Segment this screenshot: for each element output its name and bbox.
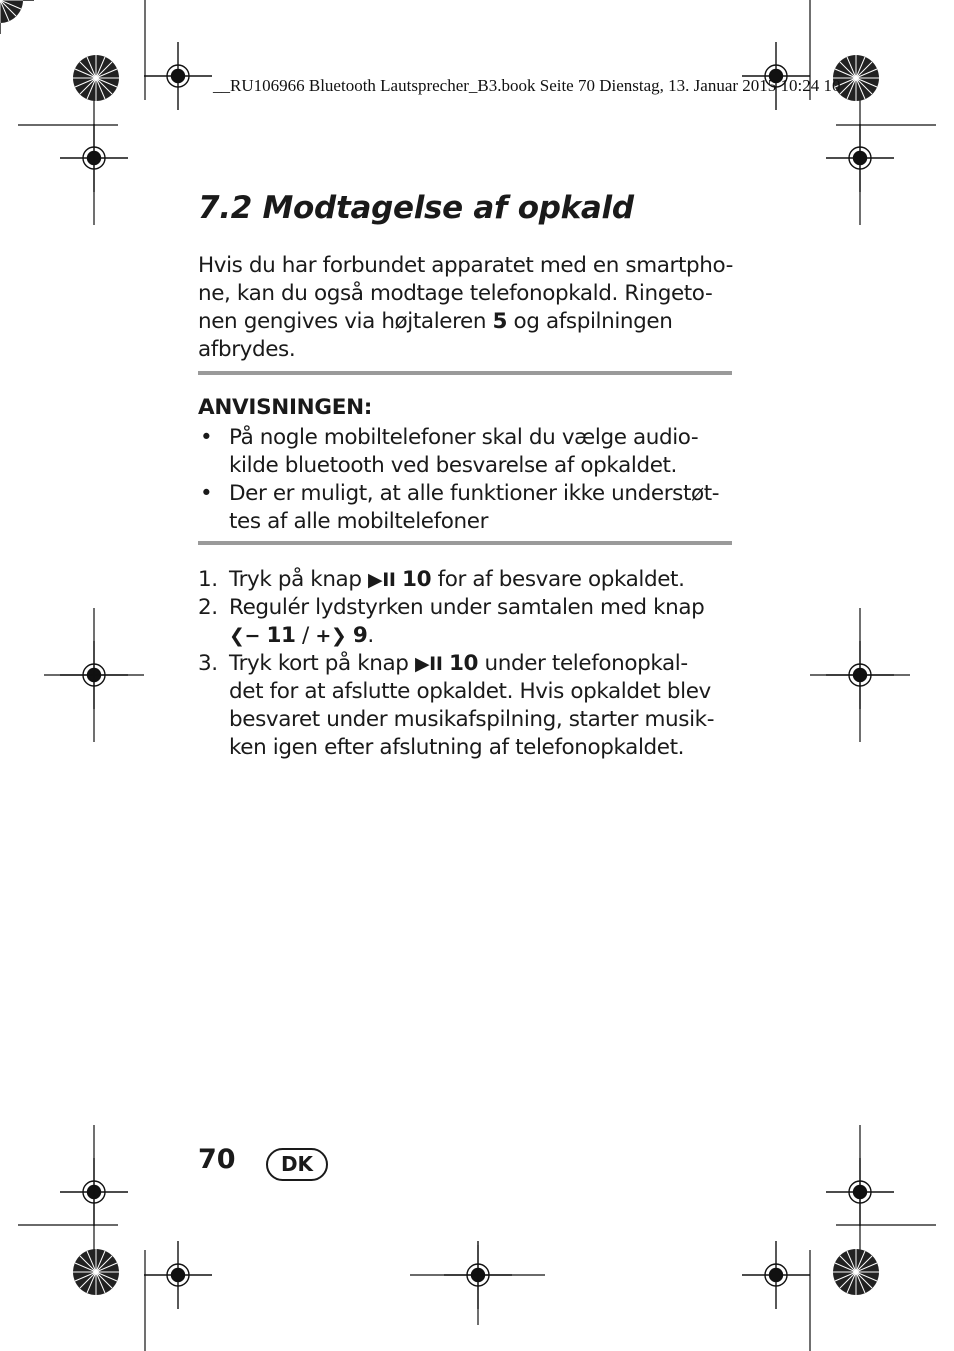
- step-item: 2. Regulér lydstyrken under samtalen med knap ❮− 11 / +❯ 9.: [198, 595, 705, 648]
- volume-down-icon: ❮−: [229, 625, 261, 647]
- page-number: 70: [198, 1144, 236, 1175]
- note-item: • På nogle mobiltelefoner skal du vælge audio- kilde bluetooth ved besvarelse af opkaldet.: [200, 425, 699, 478]
- steps-list: [198, 566, 738, 762]
- print-header: __RU106966 Bluetooth Lautsprecher_B3.book Seite 70 Dienstag, 13. Januar 2015 10:24 10: [213, 76, 841, 95]
- bullet-icon: •: [200, 425, 213, 450]
- note-item: • Der er muligt, at alle funktioner ikke understøt- tes af alle mobiltelefoner: [200, 481, 720, 534]
- divider-top: [198, 371, 732, 375]
- step-number: 3.: [198, 651, 218, 676]
- note-list: [198, 424, 738, 536]
- divider-bottom: [198, 541, 732, 545]
- bullet-icon: •: [200, 481, 213, 506]
- intro-line: Hvis du har forbundet apparatet med en smartpho-: [198, 253, 733, 278]
- speaker-ref: 5: [492, 309, 508, 334]
- step-number: 1.: [198, 567, 218, 592]
- play-pause-icon: ▶II: [414, 653, 443, 675]
- intro-line: afbrydes.: [198, 337, 296, 362]
- intro-line: nen gengives via højtaleren 5 og afspilningen: [198, 309, 673, 334]
- volume-up-icon: +❯: [315, 625, 347, 647]
- intro-line: ne, kan du også modtage telefonopkald. Ringeto-: [198, 281, 713, 306]
- step-number: 2.: [198, 595, 218, 620]
- step-item: 1. Tryk på knap ▶II 10 for af besvare opkaldet.: [198, 567, 685, 592]
- intro-paragraph: [198, 252, 738, 364]
- play-pause-icon: ▶II: [368, 569, 396, 591]
- section-heading: 7.2 Modtagelse af opkald: [198, 190, 634, 226]
- step-item: 3. Tryk kort på knap ▶II 10 under telefonopkal- det for at afslutte opkaldet. Hvis opkaldet blev besvaret under musikafspilning, starter musik- ken igen efter afslutning af telefonopkaldet.: [198, 651, 715, 760]
- country-badge: DK: [266, 1148, 328, 1181]
- note-title: ANVISNINGEN:: [198, 395, 373, 420]
